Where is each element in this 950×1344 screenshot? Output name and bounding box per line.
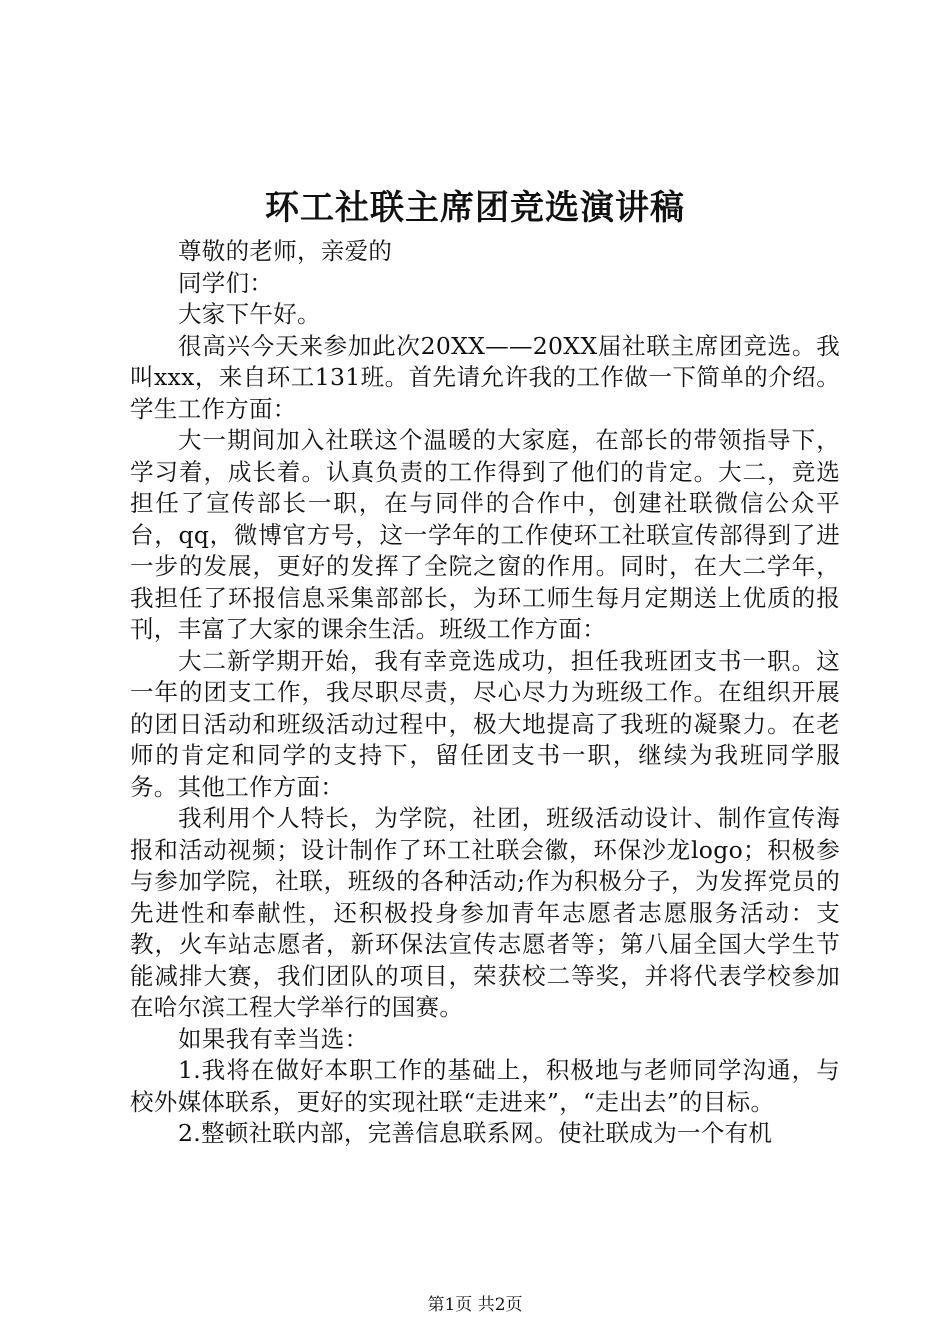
document-body xyxy=(130,236,840,1150)
greeting-line-2: 同学们： xyxy=(178,268,274,297)
student-work-paragraph: 大一期间加入社联这个温暖的大家庭，在部长的带领指导下，学习着，成长着。认真负责的工作得到了他们的肯定。大二，竞选担任了宣传部长一职，在与同伴的合作中，创建社联微信公众平台，qq，微博官方号，这一学年的工作使环工社联宣传部得到了进一步的发展，更好的发挥了全院之窗的作用。同时，在大二学年，我担任了环报信息采集部部长，为环工师生每月定期送上优质的报刊，丰富了大家的课余生活。班级工作方面： xyxy=(130,426,840,643)
plan-item-2: 2.整顿社联内部，完善信息联系网。使社联成为一个有机 xyxy=(178,1119,773,1147)
intro-paragraph: 很高兴今天来参加此次20XX——20XX届社联主席团竞选。我叫xxx，来自环工131班。首先请允许我的工作做一下简单的介绍。学生工作方面： xyxy=(130,331,840,423)
greeting-line: 尊敬的老师，亲爱的 xyxy=(178,237,393,265)
plan-item-1: 1.我将在做好本职工作的基础上，积极地与老师同学沟通，与校外媒体联系，更好的实现社联“走进来”，“走出去”的目标。 xyxy=(130,1056,840,1116)
salutation: 大家下午好。 xyxy=(178,300,321,328)
document-title: 环工社联主席团竞选演讲稿 xyxy=(265,188,685,228)
page-number-footer: 第1页 共2页 xyxy=(427,1295,523,1315)
if-elected-line: 如果我有幸当选： xyxy=(178,1024,369,1053)
other-work-paragraph: 我利用个人特长，为学院，社团，班级活动设计、制作宣传海报和活动视频；设计制作了环工社联会徽，环保沙龙logo；积极参与参加学院，社联，班级的各种活动;作为积极分子，为发挥党员的先进性和奉献性，还积极投身参加青年志愿者志愿服务活动：支教，火车站志愿者，新环保法宣传志愿者等；第八届全国大学生节能减排大赛，我们团队的项目，荣获校二等奖，并将代表学校参加在哈尔滨工程大学举行的国赛。 xyxy=(130,804,840,1021)
class-work-paragraph: 大二新学期开始，我有幸竞选成功，担任我班团支书一职。这一年的团支工作，我尽职尽责，尽心尽力为班级工作。在组织开展的团日活动和班级活动过程中，极大地提高了我班的凝聚力。在老师的肯定和同学的支持下，留任团支书一职，继续为我班同学服务。其他工作方面： xyxy=(130,646,840,801)
